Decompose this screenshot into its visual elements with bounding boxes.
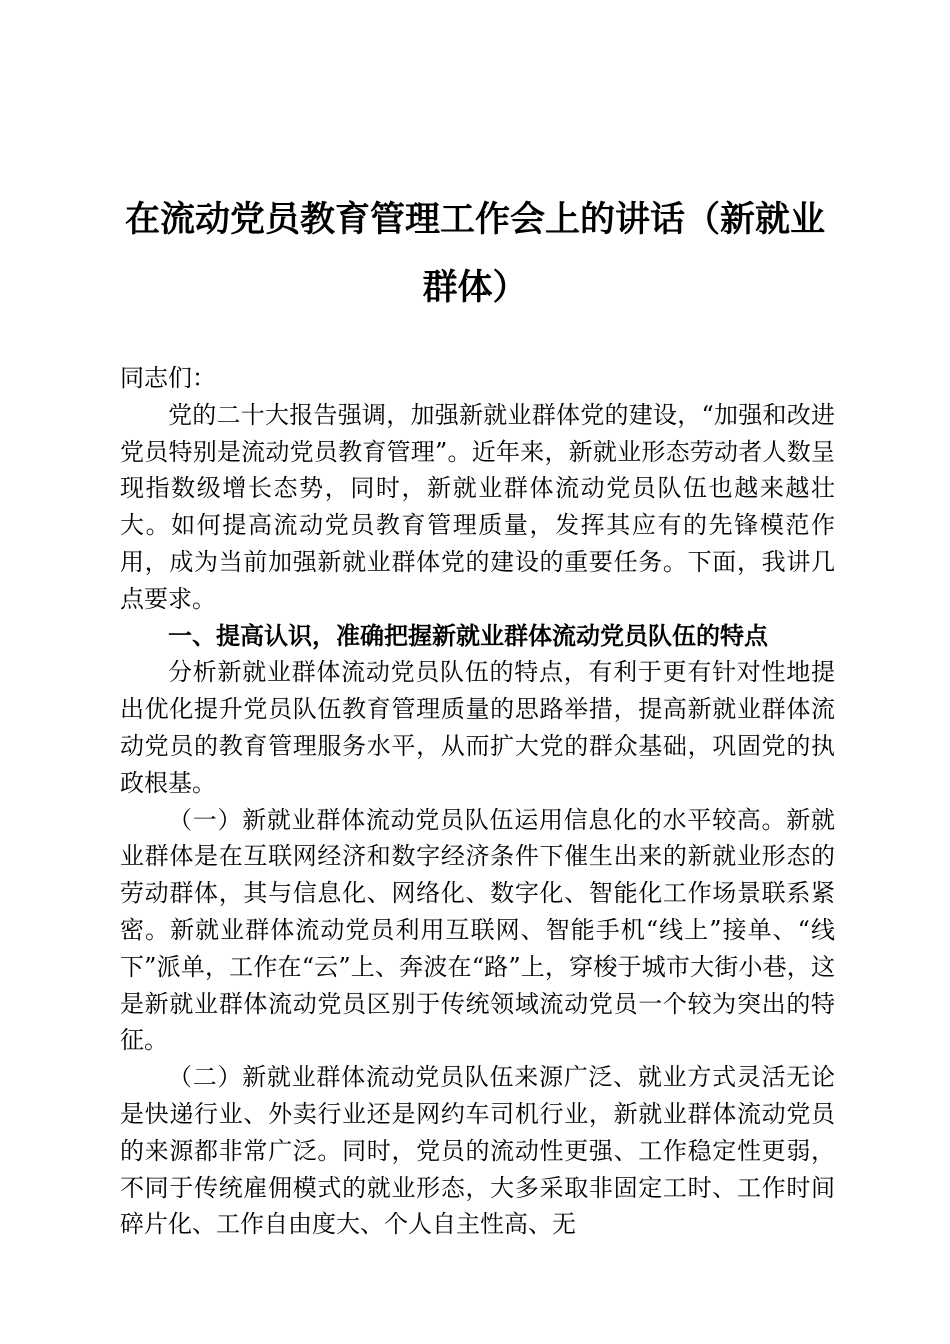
document-body: [120, 360, 835, 1243]
section-1-heading: 一、提高认识，准确把握新就业群体流动党员队伍的特点: [168, 621, 768, 650]
section-1-paragraph: 分析新就业群体流动党员队伍的特点，有利于更有针对性地提出优化提升党员队伍教育管理质量的思路举措，提高新就业群体流动党员的教育管理服务水平，从而扩大党的群众基础，巩固党的执政根基。: [120, 658, 835, 797]
subsection-2-paragraph: （二）新就业群体流动党员队伍来源广泛、就业方式灵活无论是快递行业、外卖行业还是网约车司机行业，新就业群体流动党员的来源都非常广泛。同时，党员的流动性更强、工作稳定性更弱，不同于传统雇佣模式的就业形态，大多采取非固定工时、工作时间碎片化、工作自由度大、个人自主性高、无: [120, 1063, 835, 1239]
intro-paragraph: 党的二十大报告强调，加强新就业群体党的建设，“加强和改进党员特别是流动党员教育管理”。近年来，新就业形态劳动者人数呈现指数级增长态势，同时，新就业群体流动党员队伍也越来越壮大。如何提高流动党员教育管理质量，发挥其应有的先锋模范作用，成为当前加强新就业群体党的建设的重要任务。下面，我讲几点要求。: [120, 400, 835, 613]
subsection-1-paragraph: （一）新就业群体流动党员队伍运用信息化的水平较高。新就业群体是在互联网经济和数字经济条件下催生出来的新就业形态的劳动群体，其与信息化、网络化、数字化、智能化工作场景联系紧密。新就业群体流动党员利用互联网、智能手机“线上”接单、“线下”派单，工作在“云”上、奔波在“路”上，穿梭于城市大街小巷，这是新就业群体流动党员区别于传统领域流动党员一个较为突出的特征。: [120, 805, 835, 1055]
greeting: 同志们：: [120, 364, 216, 392]
document-title: 在流动党员教育管理工作会上的讲话（新就业群体）: [124, 199, 825, 308]
